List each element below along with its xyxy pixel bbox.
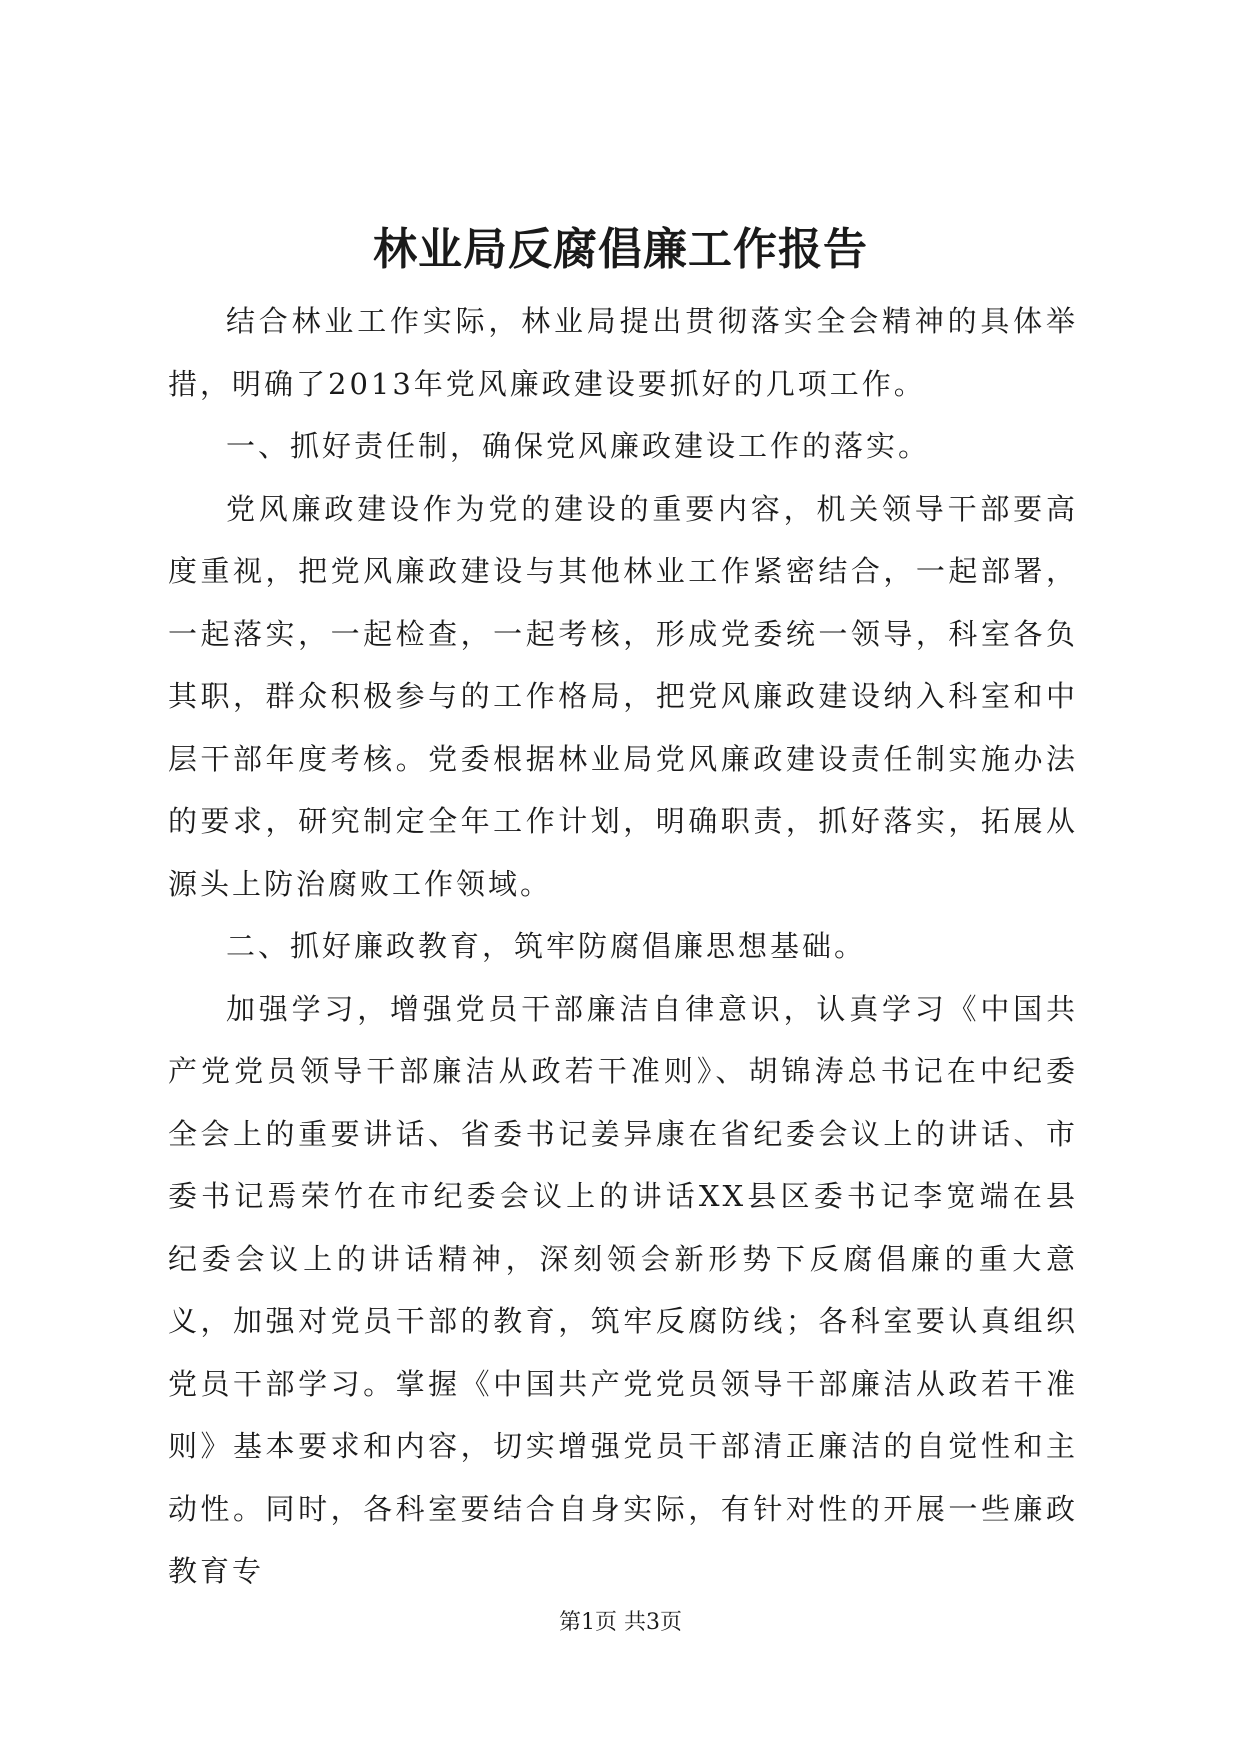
document-title: 林业局反腐倡廉工作报告: [373, 224, 868, 275]
page-number-footer: 第1页 共3页: [559, 1610, 682, 1635]
section-heading-two: 二、抓好廉政教育，筑牢防腐倡廉思想基础。: [226, 929, 867, 963]
paragraph-responsibility: 党风廉政建设作为党的建设的重要内容，机关领导干部要高度重视，把党风廉政建设与其他林业工作紧密结合，一起部署，一起落实，一起检查，一起考核，形成党委统一领导，科室各负其职，群众积极参与的工作格局，把党风廉政建设纳入科室和中层干部年度考核。党委根据林业局党风廉政建设责任制实施办法的要求，研究制定全年工作计划，明确职责，抓好落实，拓展从源头上防治腐败工作领域。: [168, 491, 1078, 901]
section-heading-one: 一、抓好责任制，确保党风廉政建设工作的落实。: [226, 429, 931, 463]
document-body: [168, 290, 1078, 1603]
paragraph-education: 加强学习，增强党员干部廉洁自律意识，认真学习《中国共产党党员领导干部廉洁从政若干准则》、胡锦涛总书记在中纪委全会上的重要讲话、省委书记姜异康在省纪委会议上的讲话、市委书记焉荣竹在市纪委会议上的讲话XX县区委书记李宽端在县纪委会议上的讲话精神，深刻领会新形势下反腐倡廉的重大意义，加强对党员干部的教育，筑牢反腐防线；各科室要认真组织党员干部学习。掌握《中国共产党党员领导干部廉洁从政若干准则》基本要求和内容，切实增强党员干部清正廉洁的自觉性和主动性。同时，各科室要结合自身实际，有针对性的开展一些廉政教育专: [168, 991, 1078, 1588]
paragraph-intro: 结合林业工作实际，林业局提出贯彻落实全会精神的具体举措，明确了2013年党风廉政建设要抓好的几项工作。: [168, 304, 1078, 401]
